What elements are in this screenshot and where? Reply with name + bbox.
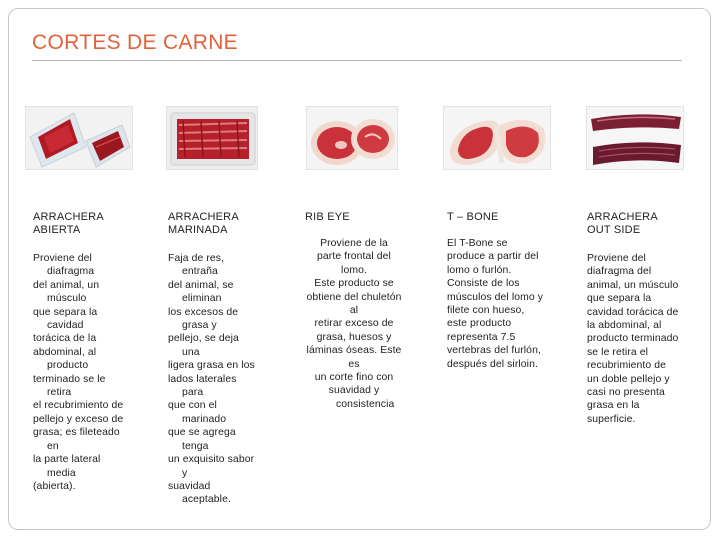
page-title: CORTES DE CARNE — [32, 31, 238, 54]
cut-heading: ARRACHERA ABIERTA — [33, 211, 104, 236]
marinated-meat-pack-icon — [166, 106, 258, 170]
cut-description: Faja de res, entraña del animal, se eliminan los excesos de grasa y pellejo, se deja una ligera grasa en los lados laterales para que con el marinado que se agrega tenga un exquisito sabor y suavidad aceptable. — [168, 253, 255, 506]
t-bone-steak-icon — [443, 106, 551, 170]
cut-description: Proviene de la parte frontal del lomo. Este producto se obtiene del chuletón al retirar exceso de grasa, huesos y láminas óseas. Este es un corte fino con suavidad y consistencia — [306, 238, 402, 410]
cut-description: Proviene del diafragma del animal, un músculo que separa la cavidad torácica de la abdominal, al producto terminado se le retira el recubrimiento de pellejo y exceso de grasa; es fileteado en la parte lateral media (abierta). — [33, 253, 124, 492]
cut-description: El T-Bone se produce a partir del lomo o furlón. Consiste de los músculos del lomo y filete con hueso, este producto representa 7.5 vertebras del furlón, después del sirloin. — [447, 238, 544, 370]
meat-tray-icon — [25, 106, 133, 170]
cut-heading: ARRACHERA OUT SIDE — [587, 211, 658, 236]
vacuum-packed-meat-icon — [586, 106, 684, 170]
rib-eye-steak-icon — [306, 106, 398, 170]
cut-description: Proviene del diafragma del animal, un músculo que separa la cavidad torácica de la abdominal, al producto terminado se le retira el recubrimiento de un doble pellejo y casi no presenta grasa en la superficie. — [587, 253, 679, 425]
cut-heading: RIB EYE — [305, 211, 350, 223]
cut-heading: T – BONE — [447, 211, 499, 223]
cut-heading: ARRACHERA MARINADA — [168, 211, 239, 236]
title-divider — [32, 60, 682, 61]
